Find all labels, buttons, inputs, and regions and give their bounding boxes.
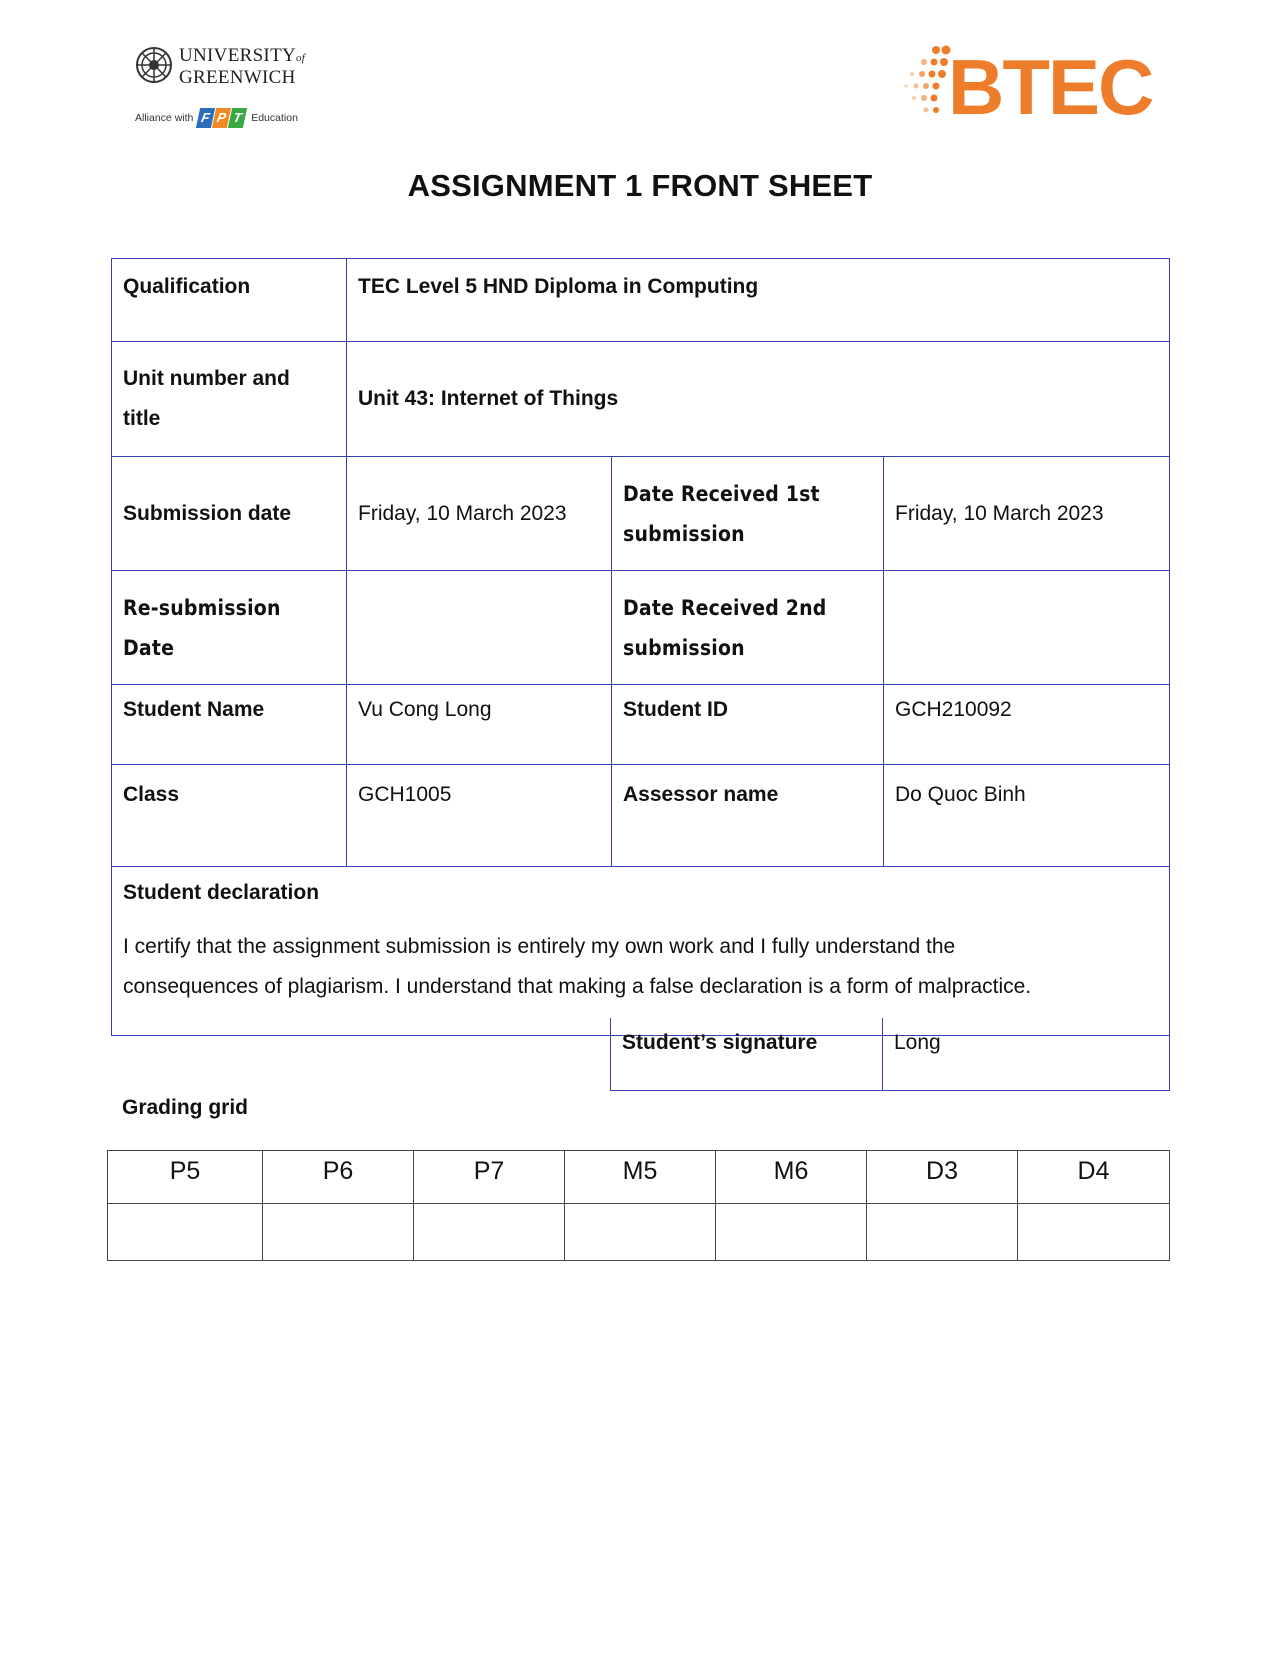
student-id-value: GCH210092: [884, 685, 1170, 765]
university-name: [179, 46, 305, 87]
grade-criterion-p6: P6: [263, 1151, 414, 1204]
unit-row: [112, 342, 1170, 457]
submission-row: [112, 457, 1170, 571]
qualification-label: Qualification: [112, 259, 347, 342]
grade-criterion-p7: P7: [414, 1151, 565, 1204]
alliance-prefix: Alliance with: [135, 111, 194, 124]
fpt-letter-f: F: [196, 108, 215, 128]
submission-date-value: Friday, 10 March 2023: [347, 457, 612, 571]
grade-result-cell: [716, 1204, 867, 1261]
fpt-letter-t: T: [228, 108, 247, 128]
student-name-label: Student Name: [112, 685, 347, 765]
date-received-2nd-line2: submission: [623, 635, 745, 660]
date-received-2nd-label: [612, 571, 884, 685]
university-of: of: [296, 52, 306, 64]
declaration-line2: consequences of plagiarism. I understand that making a false declaration is a form of malpractice.: [123, 975, 1032, 998]
declaration-heading: Student declaration: [123, 881, 320, 904]
university-line1: UNIVERSITY: [179, 45, 296, 66]
alliance-line: [135, 108, 298, 128]
class-row: [112, 765, 1170, 867]
date-received-1st-line2: submission: [623, 521, 745, 546]
grade-result-cell: [414, 1204, 565, 1261]
qualification-value: TEC Level 5 HND Diploma in Computing: [347, 259, 1170, 342]
grade-criterion-p5: P5: [108, 1151, 263, 1204]
qualification-row: [112, 259, 1170, 342]
date-received-1st-value: Friday, 10 March 2023: [884, 457, 1170, 571]
class-value: GCH1005: [347, 765, 612, 867]
resubmission-row: [112, 571, 1170, 685]
date-received-2nd-value: [884, 571, 1170, 685]
unit-label-line1: Unit number and: [123, 367, 290, 390]
alliance-suffix: Education: [251, 111, 298, 124]
resubmission-label: Re-submission Date: [112, 571, 347, 685]
fpt-logo: [198, 108, 246, 128]
unit-value: Unit 43: Internet of Things: [347, 342, 1170, 457]
university-of-greenwich-logo: [135, 46, 315, 136]
grade-result-cell: [108, 1204, 263, 1261]
btec-wordmark: BTEC: [948, 43, 1153, 131]
assessor-value: Do Quoc Binh: [884, 765, 1170, 867]
grade-result-cell: [263, 1204, 414, 1261]
grade-criterion-d4: D4: [1018, 1151, 1170, 1204]
student-id-label: Student ID: [612, 685, 884, 765]
grading-grid-label: Grading grid: [122, 1096, 248, 1119]
resubmission-value: [347, 571, 612, 685]
grading-header-row: [108, 1151, 1170, 1204]
date-received-1st-label: [612, 457, 884, 571]
grade-result-cell: [565, 1204, 716, 1261]
student-name-value: Vu Cong Long: [347, 685, 612, 765]
fpt-letter-p: P: [212, 108, 231, 128]
signature-label: Student’s signature: [611, 1018, 883, 1091]
declaration-line1: I certify that the assignment submission is entirely my own work and I fully understand the: [123, 935, 956, 958]
grade-criterion-d3: D3: [867, 1151, 1018, 1204]
declaration-text: [123, 927, 1158, 1007]
class-label: Class: [112, 765, 347, 867]
signature-table: [610, 1018, 1170, 1091]
student-row: [112, 685, 1170, 765]
unit-label-line2: title: [123, 407, 161, 430]
date-received-1st-line1: Date Received 1st: [623, 481, 820, 506]
unit-label: [112, 342, 347, 457]
grade-criterion-m5: M5: [565, 1151, 716, 1204]
greenwich-emblem-icon: [135, 46, 173, 84]
grading-grid: [107, 1150, 1170, 1261]
front-sheet-table: [111, 258, 1170, 1036]
signature-value: Long: [883, 1018, 1170, 1091]
signature-row: [611, 1018, 1170, 1091]
grade-result-cell: [1018, 1204, 1170, 1261]
declaration-cell: [112, 867, 1170, 1036]
grading-result-row: [108, 1204, 1170, 1261]
university-line2: GREENWICH: [179, 67, 296, 88]
submission-date-label: Submission date: [112, 457, 347, 571]
date-received-2nd-line1: Date Received 2nd: [623, 595, 827, 620]
btec-logo: [900, 42, 1162, 132]
page-title: ASSIGNMENT 1 FRONT SHEET: [407, 168, 873, 203]
declaration-row: [112, 867, 1170, 1036]
grade-criterion-m6: M6: [716, 1151, 867, 1204]
grade-result-cell: [867, 1204, 1018, 1261]
assessor-label: Assessor name: [612, 765, 884, 867]
